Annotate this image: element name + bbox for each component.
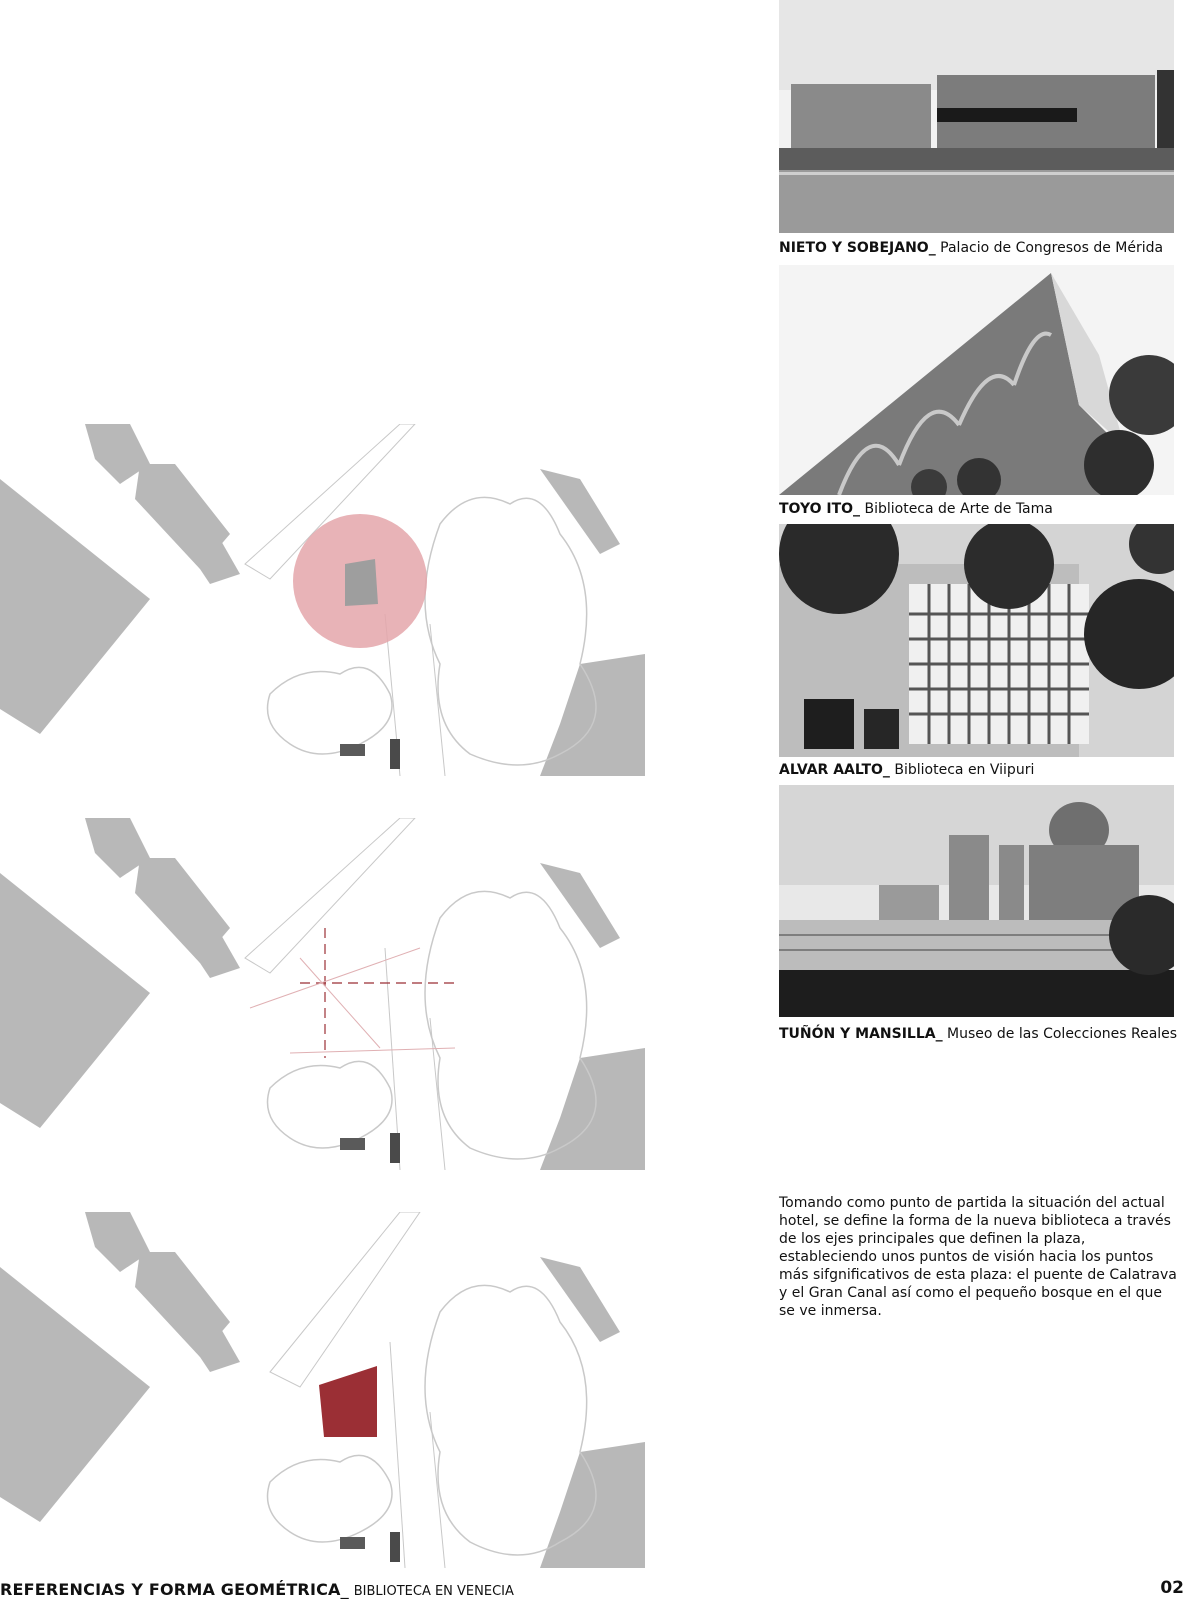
site-plan-proposal bbox=[0, 1212, 645, 1568]
page-title bbox=[0, 1580, 514, 1599]
site-plan-analysis bbox=[0, 424, 645, 776]
work-title: Palacio de Congresos de Mérida bbox=[935, 240, 1164, 256]
site-plan-axes bbox=[0, 818, 645, 1170]
photo-toyo-ito bbox=[779, 265, 1174, 495]
architect-name: TOYO ITO_ bbox=[779, 501, 861, 517]
architect-name: ALVAR AALTO_ bbox=[779, 762, 890, 778]
title-separator: _ bbox=[340, 1580, 354, 1599]
architect-name: NIETO Y SOBEJANO_ bbox=[779, 240, 936, 256]
photo-tunon-mansilla bbox=[779, 785, 1174, 1017]
page-subtitle: BIBLIOTECA EN VENECIA bbox=[353, 1584, 514, 1599]
work-title: Biblioteca de Arte de Tama bbox=[860, 501, 1053, 517]
photo-alvar-aalto bbox=[779, 524, 1174, 757]
caption-nieto-sobejano bbox=[779, 239, 1179, 257]
description-paragraph: Tomando como punto de partida la situación del actual hotel, se define la forma de la nueva biblioteca a través de los ejes principales que definen la plaza, estableciendo unos puntos de visión hacia los puntos más sifgnificativos de esta plaza: el puente de Calatrava y el Gran Canal así como el pequeño bosque en el que se ve inmersa. bbox=[779, 1195, 1177, 1319]
work-title: Museo de las Colecciones Reales bbox=[942, 1026, 1178, 1042]
caption-tunon-mansilla bbox=[779, 1025, 1179, 1043]
page-number: 02 bbox=[1160, 1578, 1184, 1598]
page-title-main: REFERENCIAS Y FORMA GEOMÉTRICA bbox=[0, 1580, 341, 1599]
work-title: Biblioteca en Viipuri bbox=[889, 762, 1035, 778]
architect-name: TUÑÓN Y MANSILLA_ bbox=[779, 1026, 943, 1042]
photo-nieto-sobejano bbox=[779, 0, 1174, 233]
caption-alvar-aalto bbox=[779, 761, 1179, 779]
caption-toyo-ito bbox=[779, 500, 1179, 518]
